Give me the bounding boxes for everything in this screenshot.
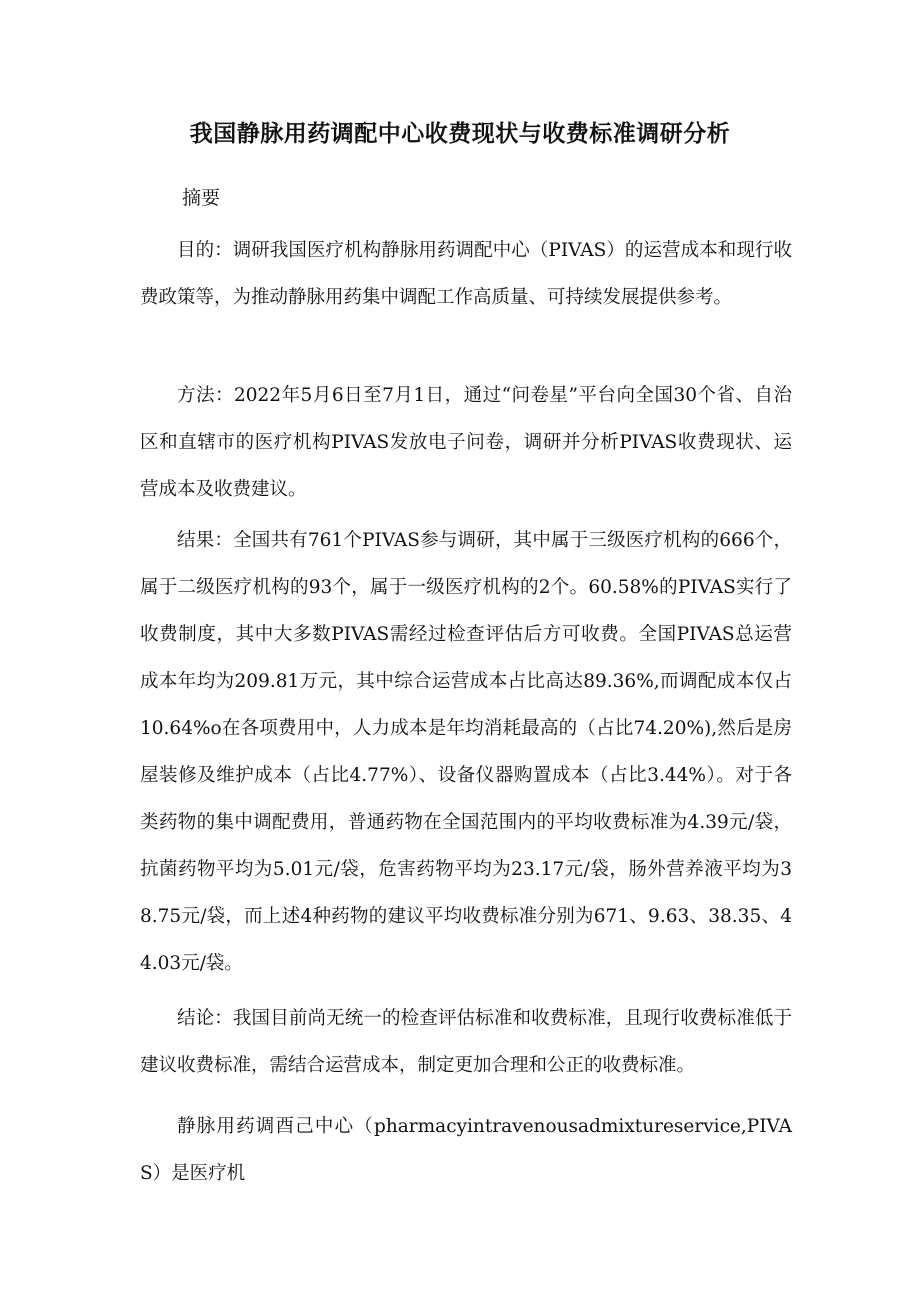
abstract-objective-paragraph: 目的：调研我国医疗机构静脉用药调配中心（PIVAS）的运营成本和现行收费政策等，为推动静脉用药集中调配工作高质量、可持续发展提供参考。: [140, 240, 792, 308]
document-title: 我国静脉用药调配中心收费现状与收费标准调研分析: [189, 121, 731, 147]
body-intro-paragraph: 静脉用药调酉己中心（pharmacyintravenousadmixtureservice,PIVAS）是医疗机: [140, 1116, 792, 1184]
abstract-heading: 摘要: [182, 187, 221, 209]
abstract-methods-paragraph: 方法：2022年5月6日至7月1日，通过“问卷星”平台向全国30个省、自治区和直辖市的医疗机构PIVAS发放电子问卷，调研并分析PIVAS收费现状、运营成本及收费建议。: [140, 385, 792, 500]
abstract-results-paragraph: 结果：全国共有761个PIVAS参与调研，其中属于三级医疗机构的666个，属于二级医疗机构的93个，属于一级医疗机构的2个。60.58%的PIVAS实行了收费制度，其中大多数PIVAS需经过检查评估后方可收费。全国PIVAS总运营成本年均为209.81万元，其中综合运营成本占比高达89.36%,而调配成本仅占10.64%o在各项费用中，人力成本是年均消耗最高的（占比74.20%),然后是房屋装修及维护成本（占比4.77%）、设备仪器购置成本（占比3.44%）。对于各类药物的集中调配费用，普通药物在全国范围内的平均收费标准为4.39元/袋，抗菌药物平均为5.01元/袋，危害药物平均为23.17元/袋，肠外营养液平均为38.75元/袋，而上述4种药物的建议平均收费标准分别为671、9.63、38.35、44.03元/袋。: [140, 530, 792, 974]
abstract-conclusion-paragraph: 结论：我国目前尚无统一的检查评估标准和收费标准，且现行收费标准低于建议收费标准，需结合运营成本，制定更加合理和公正的收费标准。: [140, 1008, 792, 1076]
